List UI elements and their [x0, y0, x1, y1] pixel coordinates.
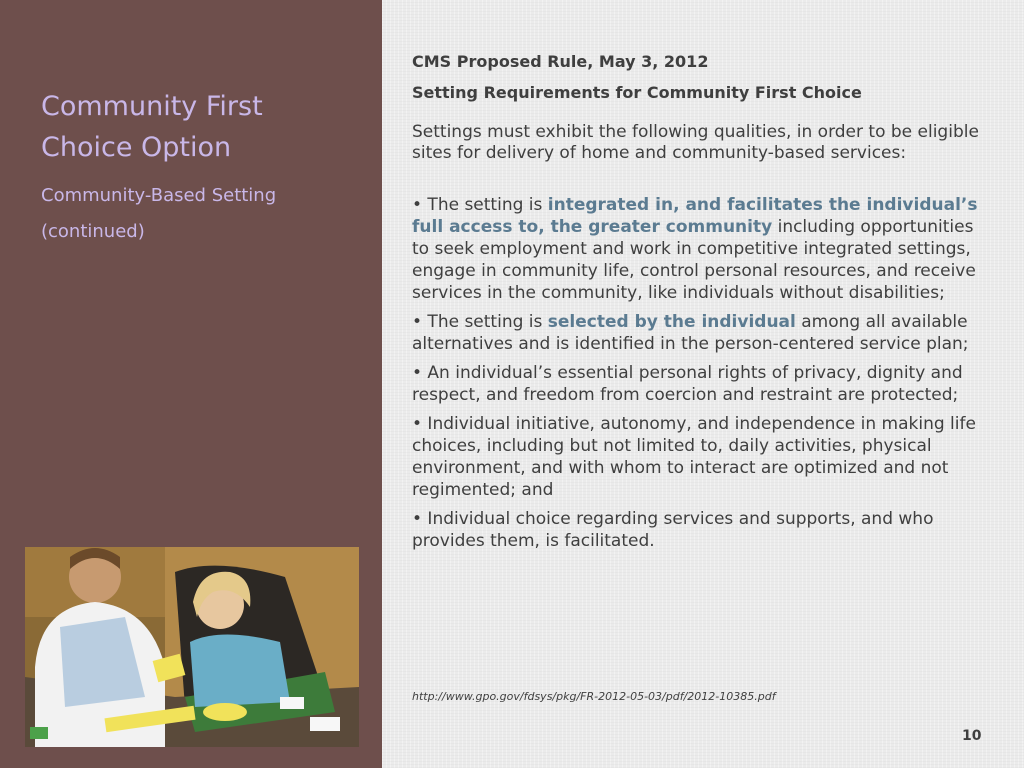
subtitle-line-1: Community-Based Setting	[41, 185, 277, 206]
list-item: • An individual’s essential personal rights of privacy, dignity and respect, and freedom from coercion and restraint are protected;	[412, 363, 963, 405]
intro-paragraph: Settings must exhibit the following qualities, in order to be eligible sites for delivery of home and community-based services:	[412, 122, 979, 163]
bullet-suffix: including opportunities to seek employment and work in competitive integrated settings, engage in community life, control personal resources, and receive services in the community, like individuals without disabilities;	[412, 217, 976, 303]
subtitle-line-2: (continued)	[41, 221, 145, 242]
bullet-prefix: • The setting is	[412, 195, 548, 215]
rule-title-line-1: CMS Proposed Rule, May 3, 2012	[412, 52, 709, 71]
slide-title: Community First Choice Option	[41, 91, 263, 163]
rule-title-line-2: Setting Requirements for Community First Choice	[412, 83, 862, 102]
bullet-highlight: integrated in, and facilitates the individual’s full access to, the greater community	[412, 195, 978, 237]
source-link[interactable]: http://www.gpo.gov/fdsys/pkg/FR-2012-05-03/pdf/2012-10385.pdf	[412, 690, 776, 703]
bullet-prefix: • The setting is	[412, 312, 548, 332]
slide-subtitle	[41, 178, 361, 250]
photo-woman-and-child-crafting	[25, 547, 359, 747]
bullet-suffix: among all available alternatives and is identified in the person-centered service plan;	[412, 312, 969, 354]
slide-content	[412, 46, 992, 559]
list-item: • Individual choice regarding services and supports, and who provides them, is facilitated.	[412, 509, 934, 551]
bullet-highlight: selected by the individual	[547, 312, 796, 332]
list-item	[412, 194, 992, 304]
page-number: 10	[962, 728, 982, 744]
list-item	[412, 311, 992, 355]
sidebar-panel	[0, 0, 382, 768]
requirements-list	[412, 194, 992, 552]
list-item: • Individual initiative, autonomy, and independence in making life choices, including but not limited to, daily activities, physical environment, and with whom to interact are optimized and not regimented; and	[412, 414, 976, 500]
